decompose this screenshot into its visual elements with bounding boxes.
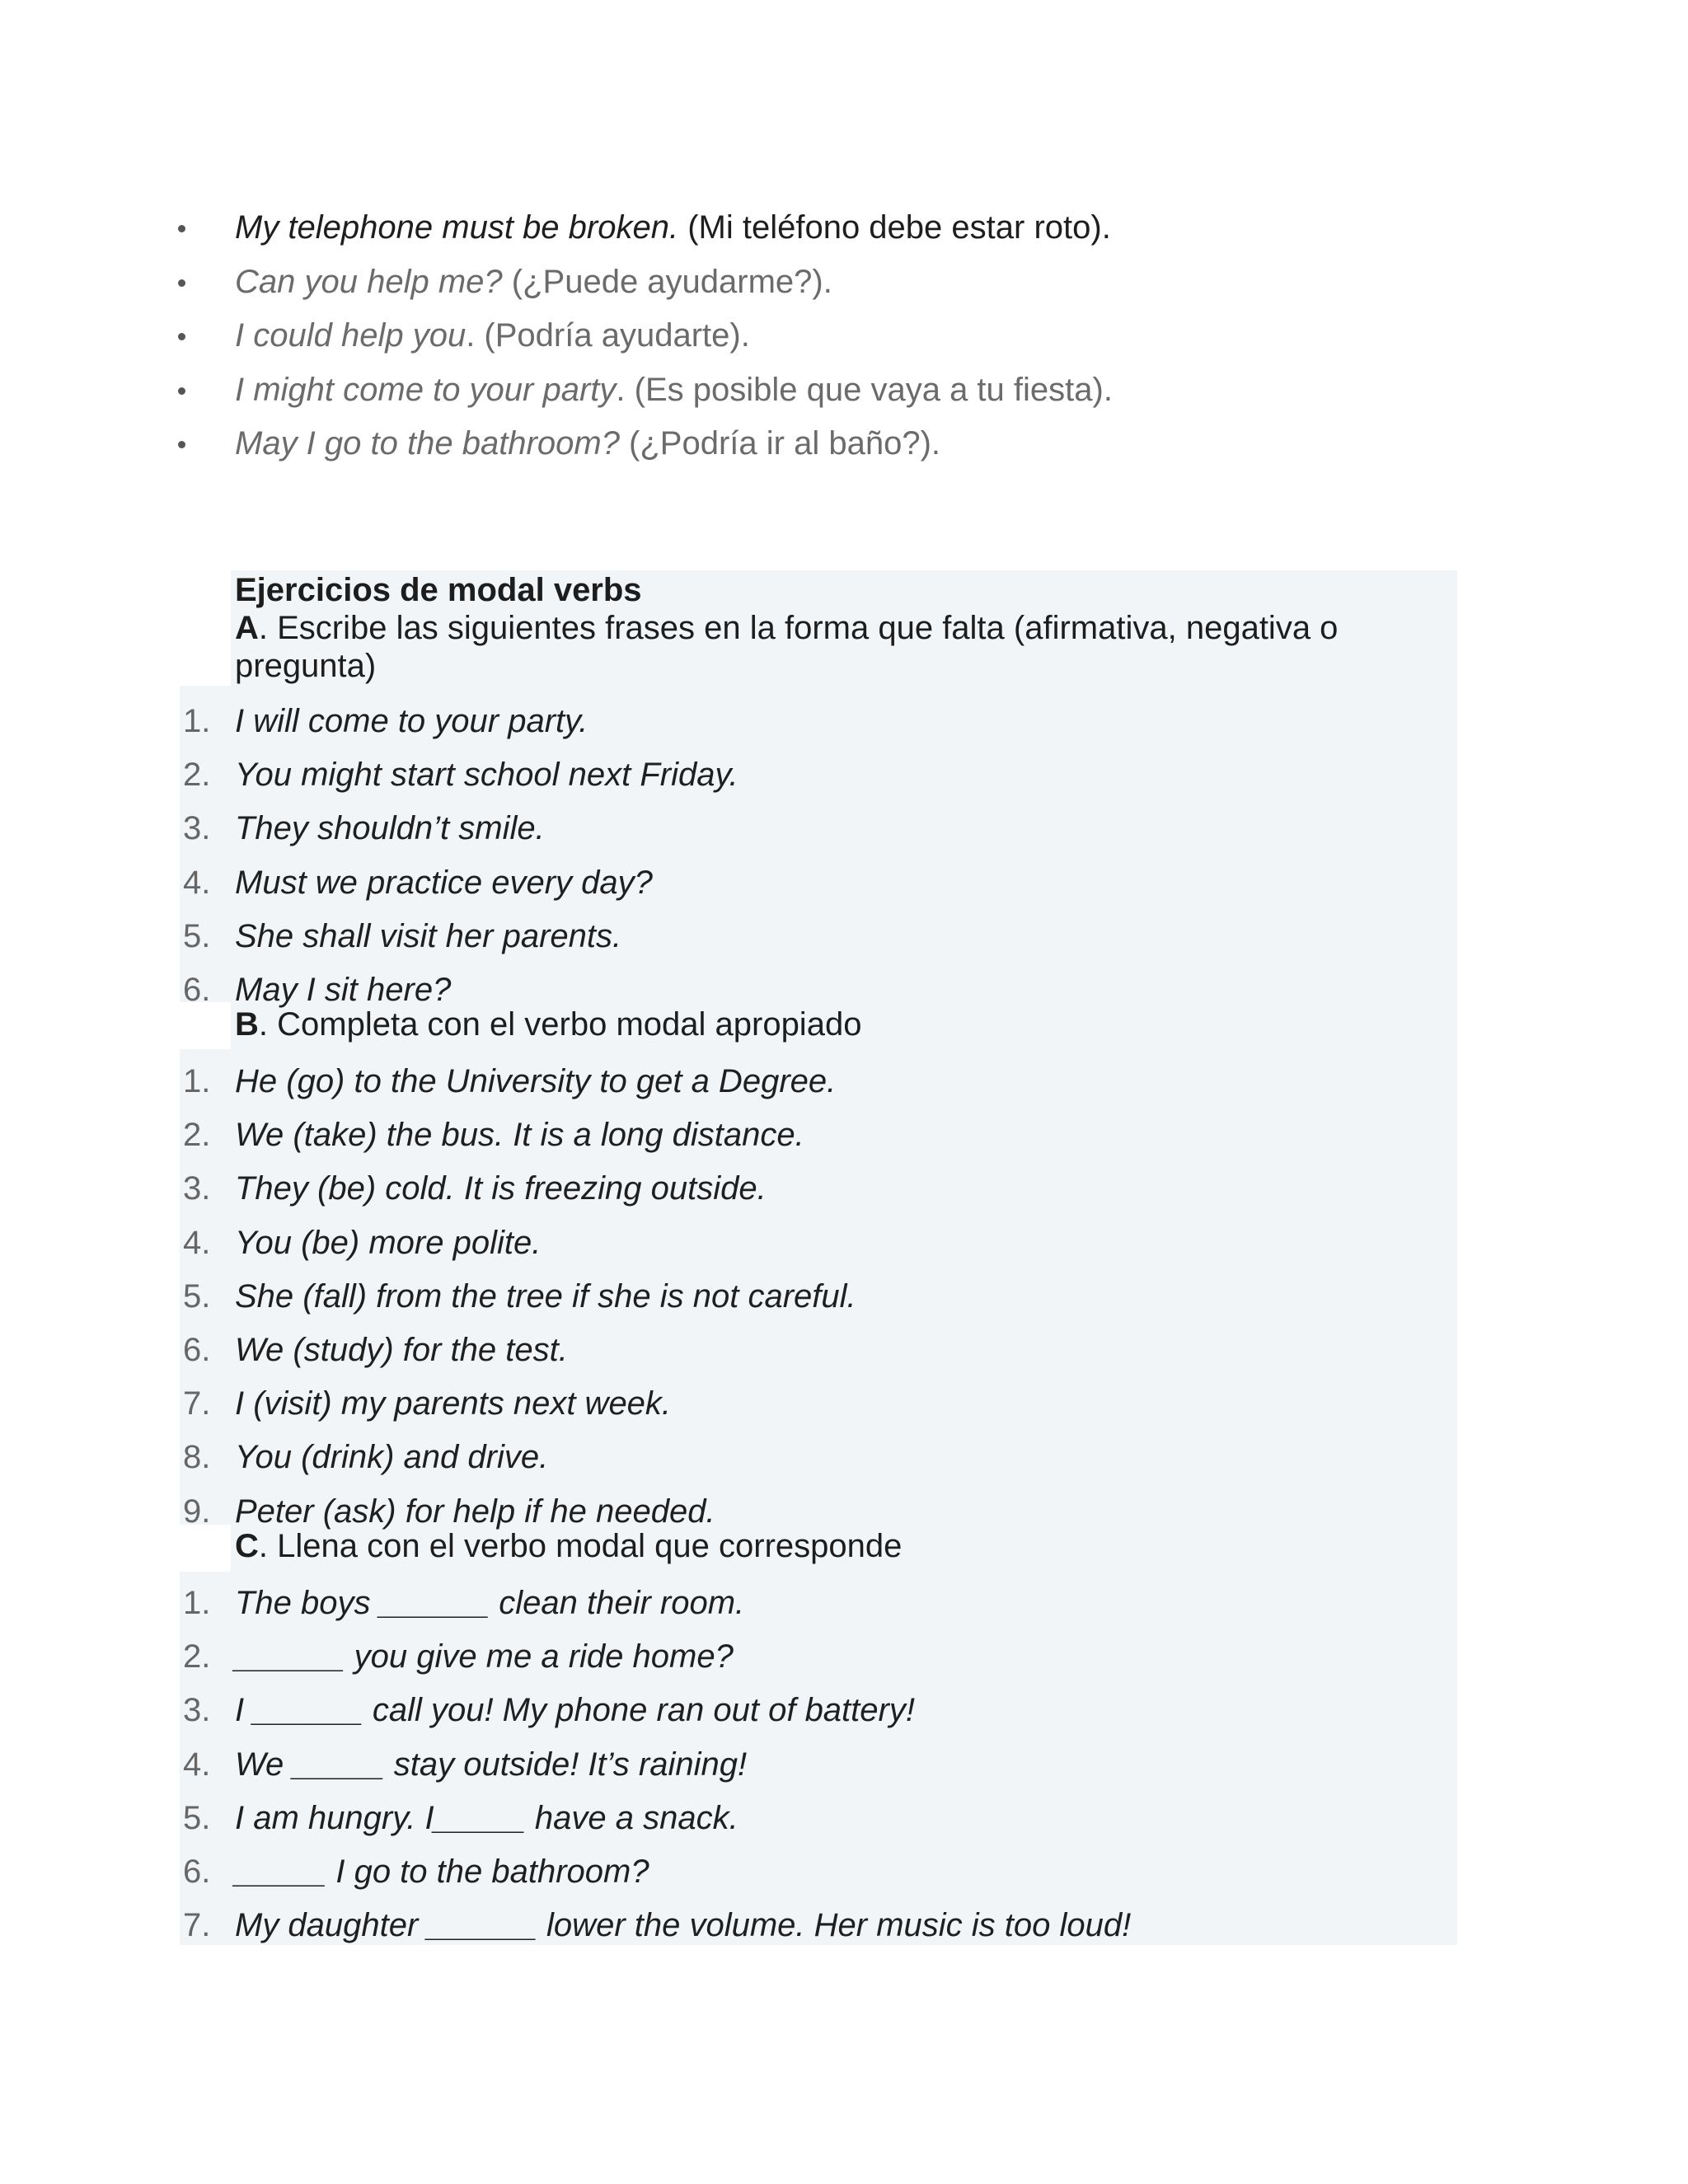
item-text: You (be) more polite. [235, 1224, 542, 1261]
item-number: 6. [183, 1853, 211, 1890]
exercises-title: Ejercicios de modal verbs [235, 572, 642, 608]
item-number: 7. [183, 1907, 211, 1944]
section-letter: B [235, 1006, 259, 1043]
item-number: 2. [183, 1638, 211, 1675]
item-text: My daughter ______ lower the volume. Her music is too loud! [235, 1907, 1132, 1944]
item-text: The boys ______ clean their room. [235, 1585, 745, 1621]
item-number: 1. [183, 703, 211, 739]
item-text: I am hungry. I_____ have a snack. [235, 1799, 738, 1836]
item-number: 1. [183, 1063, 211, 1099]
item-number: 6. [183, 971, 211, 1008]
section-b-instruction [235, 1005, 861, 1043]
item-text: You (drink) and drive. [235, 1439, 549, 1476]
section-instruction: . Llena con el verbo modal que corresponde [258, 1528, 903, 1564]
item-number: 3. [183, 810, 211, 847]
section-letter: A [235, 610, 259, 646]
item-number: 8. [183, 1439, 211, 1476]
item-text: You might start school next Friday. [235, 757, 738, 794]
item-text: May I sit here? [235, 971, 452, 1008]
example-english: May I go to the bathroom? [235, 425, 620, 462]
item-text: She (fall) from the tree if she is not careful. [235, 1277, 856, 1315]
example-spanish: (¿Podría ir al baño?). [619, 425, 940, 462]
example-english: My telephone must be broken. [235, 209, 679, 246]
item-number: 5. [183, 917, 211, 954]
bullet-icon [178, 279, 185, 287]
item-number: 7. [183, 1385, 211, 1422]
item-number: 4. [183, 1224, 211, 1261]
item-text: I will come to your party. [235, 703, 588, 739]
example-english: I might come to your party [235, 371, 617, 408]
item-text: We (take) the bus. It is a long distance. [235, 1117, 804, 1154]
bullet-icon [178, 225, 185, 232]
bullet-icon [178, 441, 185, 448]
item-text: _____ I go to the bathroom? [235, 1853, 649, 1890]
example-spanish: (Mi teléfono debe estar roto). [678, 209, 1111, 246]
item-text: Peter (ask) for help if he needed. [235, 1493, 715, 1530]
item-text: They shouldn’t smile. [235, 810, 545, 847]
item-number: 2. [183, 1117, 211, 1154]
section-letter: C [235, 1528, 259, 1564]
section-a-instruction [235, 609, 1338, 647]
example-spanish: . (Es posible que vaya a tu fiesta). [616, 371, 1113, 408]
panel-indent [180, 570, 231, 686]
bullet-icon [178, 387, 185, 395]
item-number: 9. [183, 1493, 211, 1530]
item-number: 5. [183, 1277, 211, 1315]
item-text: He (go) to the University to get a Degree. [235, 1063, 837, 1099]
item-number: 2. [183, 757, 211, 794]
bullet-icon [178, 333, 185, 340]
section-a-instruction-continued: pregunta) [235, 648, 377, 684]
section-instruction: . Completa con el verbo modal apropiado [258, 1006, 862, 1043]
item-number: 3. [183, 1170, 211, 1207]
example-spanish: . (Podría ayudarte). [466, 317, 750, 354]
item-number: 4. [183, 1746, 211, 1783]
item-number: 5. [183, 1799, 211, 1836]
item-text: I (visit) my parents next week. [235, 1385, 672, 1422]
example-english: Can you help me? [235, 263, 503, 300]
section-c-instruction [235, 1527, 902, 1565]
item-text: They (be) cold. It is freezing outside. [235, 1170, 767, 1207]
item-text: She shall visit her parents. [235, 917, 622, 954]
item-text: I ______ call you! My phone ran out of battery! [235, 1692, 915, 1729]
item-text: We (study) for the test. [235, 1331, 568, 1368]
example-english: I could help you [235, 317, 467, 354]
item-text: Must we practice every day? [235, 864, 653, 901]
item-text: We _____ stay outside! It’s raining! [235, 1746, 748, 1783]
item-number: 1. [183, 1585, 211, 1621]
item-number: 4. [183, 864, 211, 901]
example-spanish: (¿Puede ayudarme?). [502, 263, 832, 300]
item-text: ______ you give me a ride home? [235, 1638, 734, 1675]
section-instruction: . Escribe las siguientes frases en la forma que falta (afirmativa, negativa o [258, 610, 1339, 646]
item-number: 3. [183, 1692, 211, 1729]
item-number: 6. [183, 1331, 211, 1368]
